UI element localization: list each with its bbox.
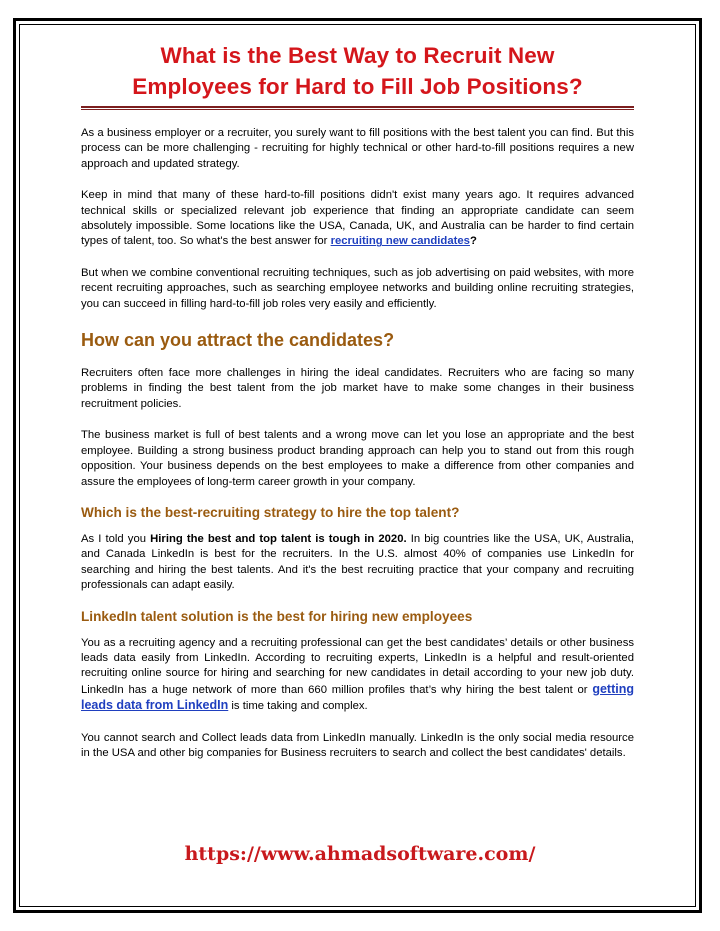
footer-url[interactable]: https://www.ahmadsoftware.com/ xyxy=(184,843,536,865)
intro-paragraph-2-end: ? xyxy=(469,235,477,248)
title-line-1: What is the Best Way to Recruit New xyxy=(160,43,555,68)
article xyxy=(81,40,634,761)
section-heading-linkedin-talent: LinkedIn talent solution is the best for hiring new employees xyxy=(81,608,473,624)
section1-paragraph-2: The business market is full of best talents and a wrong move can let you lose an appropriate and the best employee. Building a strong business product branding approach can help you to stand out from this rough opposition. Your business depends on the best employees to make a difference from other companies and assure the employees of long-term career growth in your company. xyxy=(81,429,634,488)
title-line-2: Employees for Hard to Fill Job Positions? xyxy=(132,74,583,99)
intro-paragraph-3: But when we combine conventional recruiting techniques, such as job advertising on paid websites, with more recent recruiting approaches, such as searching employee networks and building online recruiting strategies, you can succeed in filling hard-to-fill job roles very easily and efficiently. xyxy=(81,266,634,310)
section3-paragraph-1-end: is time taking and complex. xyxy=(228,700,368,713)
article-title xyxy=(81,40,634,102)
section-heading-recruiting-strategy: Which is the best-recruiting strategy to hire the top talent? xyxy=(81,504,460,520)
section1-paragraph-1: Recruiters often face more challenges in hiring the ideal candidates. Recruiters who are facing so many problems in finding the best talent from the job market have to make some changes in their business recruitment policies. xyxy=(81,367,634,410)
section2-paragraph-1 xyxy=(81,532,634,594)
section3-paragraph-2: You cannot search and Collect leads data from LinkedIn manually. LinkedIn is the only social media resource in the USA and other big companies for Business recruiters to search and collect the best candidates' details. xyxy=(81,731,634,759)
intro-paragraph-2-text: Keep in mind that many of these hard-to-fill positions didn't exist many years ago. It requires advanced technical skills or specialized relevant job experience that finding an appropriate candidate can seem absolutely impossible. Some locations like the USA, Canada, UK, and Australia can be harder to find certain types of talent, too. So what's the best answer for xyxy=(81,189,634,248)
section3-paragraph-1-text: You as a recruiting agency and a recruiting professional can get the best candidates’ details or other business leads data easily from LinkedIn. According to recruiting experts, LinkedIn is a helpful and result-oriented recruiting online source for hiring and searching for new candidates in detail according to your new job duty. LinkedIn has a huge network of more than 660 million profiles that’s why hiring the best talent or xyxy=(81,636,634,696)
section2-paragraph-1-start: As I told you xyxy=(81,532,151,545)
intro-paragraph-2 xyxy=(81,188,634,250)
section2-paragraph-1-bold: Hiring the best and top talent is tough in 2020. xyxy=(150,532,407,545)
section-heading-attract-candidates: How can you attract the candidates? xyxy=(81,330,395,351)
section2-paragraph-1-rest: In big countries like the USA, UK, Australia, and Canada LinkedIn is best for the recruiters. In the U.S. almost 40% of companies use LinkedIn for searching and hiring the best talents. And it's the best recruiting practice that your company and recruiting professionals can adapt easily. xyxy=(81,532,635,592)
getting-leads-data-link[interactable]: getting leads data from LinkedIn xyxy=(81,681,634,713)
recruiting-new-candidates-link[interactable]: recruiting new candidates xyxy=(330,235,470,248)
intro-paragraph-1: As a business employer or a recruiter, you surely want to fill positions with the best talent you can find. But this process can be more challenging - recruiting for highly technical or other hard-to-fill positions requires a new approach and updated strategy. xyxy=(81,127,634,170)
section3-paragraph-1 xyxy=(81,636,634,715)
